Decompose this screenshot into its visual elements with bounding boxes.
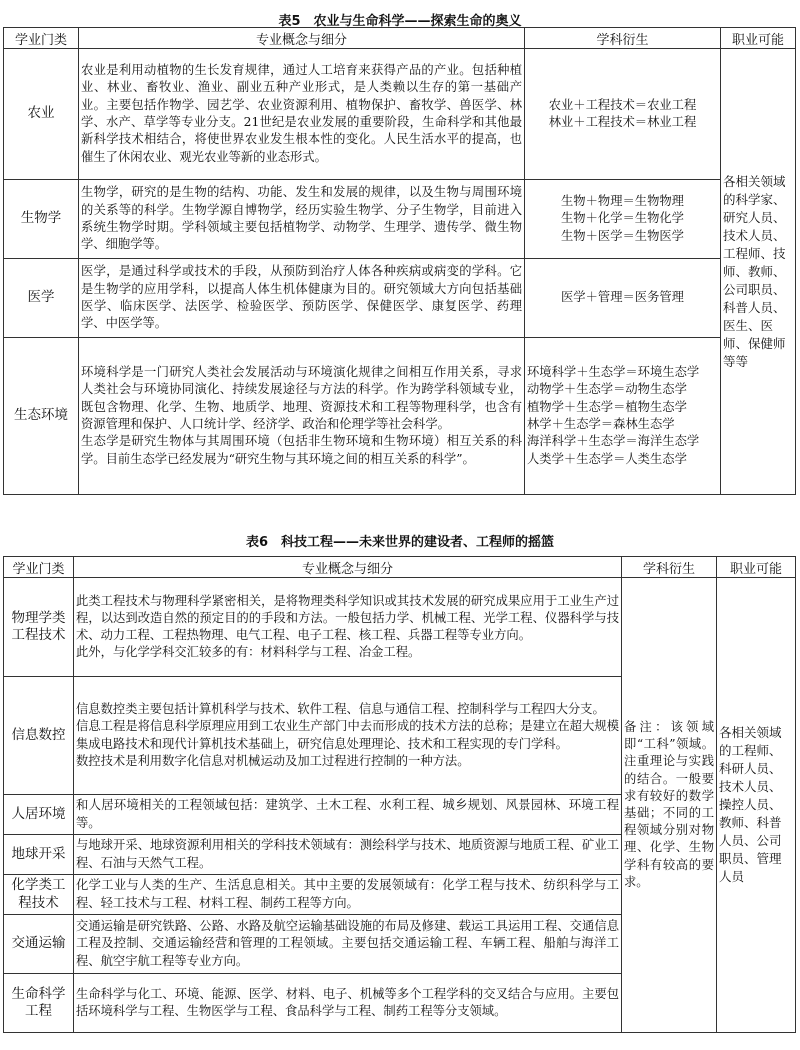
description-cell: 生物学，研究的是生物的结构、功能、发生和发展的规律，以及生物与周围环境的关系等的科学。生物学源自博物学，经历实验生物学、分子生物学，目前进入系统生物学时期。学科领域主要包括植物学、动物学、生理学、遗传学、微生物学、细胞学等。 (79, 180, 525, 259)
derivation-cell: 生物＋物理＝生物物理 生物＋化学＝生物化学 生物＋医学＝生物医学 (525, 180, 721, 259)
description-cell: 农业是利用动植物的生长发育规律，通过人工培育来获得产品的产业。包括种植业、林业、畜牧业、渔业、副业五种产业形式，是人类赖以生存的第一基础产业。主要包括作物学、园艺学、农业资源利用、植物保护、畜牧学、兽医学、林学、水产、草学等专业分支。21世纪是农业发展的重要阶段，生命科学和其他最新科学技术相结合，将使世界农业发生根本性的变化。人民生活水平的提高，也催生了休闲农业、观光农业等新的业态形式。 (79, 49, 525, 180)
table5-caption: 表5 农业与生命科学——探索生命的奥义 (278, 14, 522, 29)
header-category: 学业门类 (4, 557, 74, 578)
category-cell: 地球开采 (4, 835, 74, 875)
career-cell: 各相关领域的科学家、研究人员、技术人员、工程师、技师、教师、公司职员、科普人员、医生、医师、保健师等等 (721, 49, 796, 495)
category-cell: 生命科学工程 (4, 974, 74, 1033)
category-cell: 生态环境 (4, 338, 79, 495)
category-cell: 医学 (4, 259, 79, 338)
header-career: 职业可能 (721, 28, 796, 49)
note-cell: 备注：该领域即“工科”领域。注重理论与实践的结合。一般要求有较好的数学基础；不同的工程领域分别对物理、化学、生物学科有较高的要求。 (622, 578, 717, 1033)
description-cell: 医学，是通过科学或技术的手段，从预防到治疗人体各种疾病或病变的学科。它是生物学的应用学科，以提高人体生机体健康为目的。研究领域大方向包括基础医学、临床医学、法医学、检验医学、预防医学、保健医学、康复医学、药理学、中医学等。 (79, 259, 525, 338)
description-cell: 环境科学是一门研究人类社会发展活动与环境演化规律之间相互作用关系，寻求人类社会与环境协同演化、持续发展途径与方法的科学。作为跨学科领域专业，既包含物理、化学、生物、地质学、地理、资源技术和工程等物理科学，也含有资源管理和保护、人口统计学、经济学、政治和伦理学等社会科学。 生态学是研究生物体与其周围环境（包括非生物环境和生物环境）相互关系的科学。目前生态学已经发展为“研究生物与其环境之间的相互关系的科学”。 (79, 338, 525, 495)
category-cell: 信息数控 (4, 677, 74, 795)
table5-header-row (4, 28, 796, 49)
header-category: 学业门类 (4, 28, 79, 49)
table-row (4, 259, 796, 338)
description-cell: 此类工程技术与物理科学紧密相关，是将物理类科学知识或其技术发展的研究成果应用于工业生产过程，以达到改造自然的预定目的的手段和方法。一般包括力学、机械工程、光学工程、仪器科学与技术、动力工程、工程热物理、电气工程、电子工程、核工程、兵器工程等专业方向。 此外，与化学学科交汇较多的有：材料科学与工程、冶金工程。 (74, 578, 622, 677)
derivation-cell: 环境科学＋生态学＝环境生态学 动物学＋生态学＝动物生态学 植物学＋生态学＝植物生态学 林学＋生态学＝森林生态学 海洋科学＋生态学＝海洋生态学 人类学＋生态学＝人类生态学 (525, 338, 721, 495)
category-cell: 人居环境 (4, 795, 74, 835)
header-concept: 专业概念与细分 (79, 28, 525, 49)
category-cell: 物理学类工程技术 (4, 578, 74, 677)
table-row (4, 578, 796, 677)
description-cell: 和人居环境相关的工程领域包括：建筑学、土木工程、水利工程、城乡规划、风景园林、环境工程等。 (74, 795, 622, 835)
table6-caption: 表6 科技工程——未来世界的建设者、工程师的摇篮 (245, 535, 555, 550)
career-cell: 各相关领域的工程师、科研人员、技术人员、操控人员、教师、科普人员、公司职员、管理人员 (717, 578, 796, 1033)
table5 (3, 27, 796, 495)
description-cell: 信息数控类主要包括计算机科学与技术、软件工程、信息与通信工程、控制科学与工程四大分支。 信息工程是将信息科学原理应用到工农业生产部门中去而形成的技术方法的总称；是建立在超大规模集成电路技术和现代计算机技术基础上，研究信息处理理论、技术和工程实现的专门学科。 数控技术是利用数字化信息对机械运动及加工过程进行控制的一种方法。 (74, 677, 622, 795)
category-cell: 交通运输 (4, 915, 74, 974)
table6 (3, 556, 796, 1033)
category-cell: 农业 (4, 49, 79, 180)
description-cell: 化学工业与人类的生产、生活息息相关。其中主要的发展领域有：化学工程与技术、纺织科学与工程、轻工技术与工程、材料工程、制药工程等方向。 (74, 875, 622, 915)
derivation-cell: 农业＋工程技术＝农业工程 林业＋工程技术＝林业工程 (525, 49, 721, 180)
description-cell: 与地球开采、地球资源利用相关的学科技术领域有：测绘科学与技术、地质资源与地质工程、矿业工程、石油与天然气工程。 (74, 835, 622, 875)
description-cell: 生命科学与化工、环境、能源、医学、材料、电子、机械等多个工程学科的交叉结合与应用。主要包括环境科学与工程、生物医学与工程、食品科学与工程、制药工程等分支领域。 (74, 974, 622, 1033)
category-cell: 化学类工程技术 (4, 875, 74, 915)
table-row (4, 180, 796, 259)
table-row (4, 49, 796, 180)
header-derivation: 学科衍生 (525, 28, 721, 49)
header-career: 职业可能 (717, 557, 796, 578)
description-cell: 交通运输是研究铁路、公路、水路及航空运输基础设施的布局及修建、载运工具运用工程、交通信息工程及控制、交通运输经营和管理的工程领域。主要包括交通运输工程、车辆工程、船舶与海洋工程、航空宇航工程等专业方向。 (74, 915, 622, 974)
derivation-cell: 医学＋管理＝医务管理 (525, 259, 721, 338)
category-cell: 生物学 (4, 180, 79, 259)
table-row (4, 338, 796, 495)
header-derivation: 学科衍生 (622, 557, 717, 578)
header-concept: 专业概念与细分 (74, 557, 622, 578)
table6-header-row (4, 557, 796, 578)
